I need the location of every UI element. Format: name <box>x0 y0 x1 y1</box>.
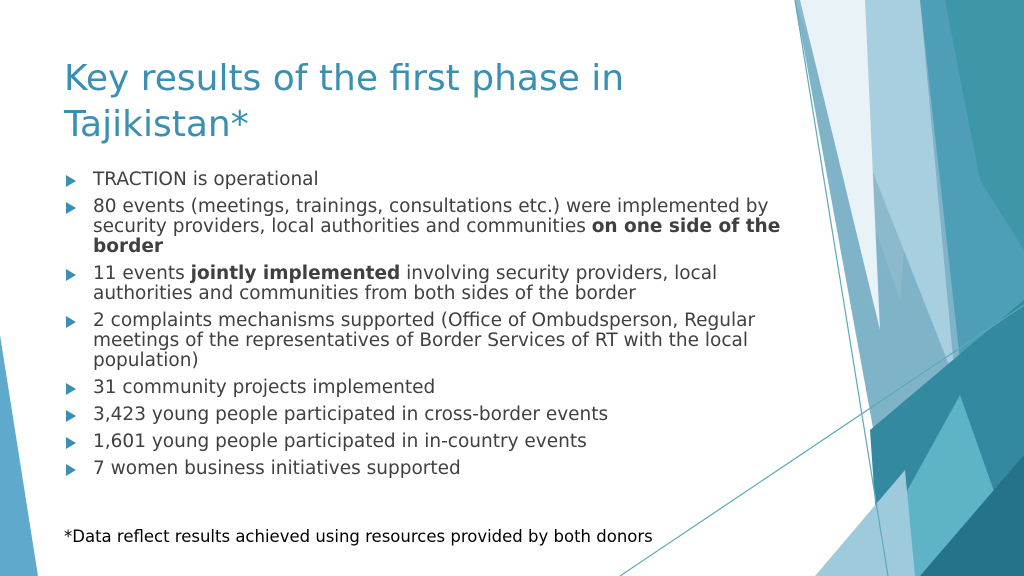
left-edge-accent <box>0 335 38 576</box>
bullet-item <box>64 432 804 452</box>
bullet-text: 80 events (meetings, trainings, consultations etc.) were implemented by security providers, local authorities and communities <box>93 196 769 237</box>
bullet-arrow-icon <box>66 464 76 476</box>
bullet-text: TRACTION is operational <box>93 169 319 190</box>
results-bullet-list <box>64 170 804 486</box>
bullet-item <box>64 311 804 371</box>
bullet-bold-text: jointly implemented <box>190 263 401 284</box>
bullet-text: 1,601 young people participated in in-country events <box>93 431 587 452</box>
bullet-item <box>64 459 804 479</box>
bullet-item <box>64 197 804 257</box>
bullet-arrow-icon <box>66 175 76 187</box>
bullet-text: 3,423 young people participated in cross-border events <box>93 404 609 425</box>
bullet-item <box>64 264 804 304</box>
bullet-item <box>64 170 804 190</box>
bullet-text: 11 events <box>93 263 191 284</box>
bullet-arrow-icon <box>66 437 76 449</box>
right-facet-bottom-pale <box>815 470 915 576</box>
bullet-text: 7 women business initiatives supported <box>93 458 461 479</box>
bullet-item <box>64 378 804 398</box>
bullet-arrow-icon <box>66 316 76 328</box>
bullet-text: 31 community projects implemented <box>93 377 436 398</box>
bullet-arrow-icon <box>66 269 76 281</box>
footnote: *Data reflect results achieved using resources provided by both donors <box>64 527 653 546</box>
bullet-text-tail: involving security providers, local authorities and communities from both sides of the border <box>93 263 718 304</box>
slide-title-line-2: Tajikistan* <box>64 104 249 145</box>
slide-title-line-1: Key results of the first phase in <box>64 58 625 99</box>
bullet-arrow-icon <box>66 202 76 214</box>
bullet-item <box>64 405 804 425</box>
bullet-bold-text: on one side of the border <box>93 216 781 257</box>
bullet-arrow-icon <box>66 410 76 422</box>
slide-title <box>64 56 704 148</box>
bullet-arrow-icon <box>66 383 76 395</box>
bullet-text: 2 complaints mechanisms supported (Office of Ombudsperson, Regular meetings of the representatives of Border Services of RT with the local population) <box>93 310 756 371</box>
